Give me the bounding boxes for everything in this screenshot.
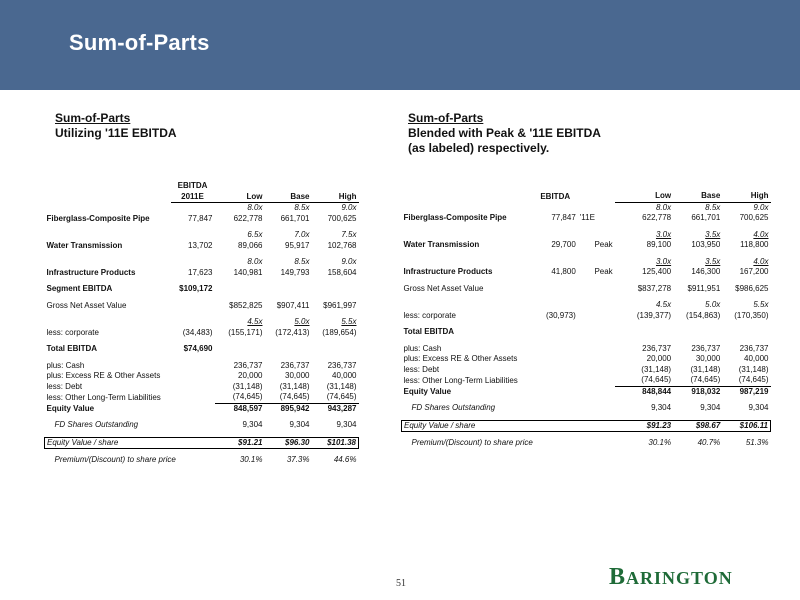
left-heading-title: Sum-of-Parts xyxy=(55,111,131,125)
header-row xyxy=(45,192,359,203)
value-cell: (31,148) xyxy=(690,364,721,374)
value-cell: 40,000 xyxy=(744,354,769,364)
multiple-cell: 5.5x xyxy=(753,300,769,310)
value-cell: 30.1% xyxy=(648,438,672,448)
multiple-cell: 3.0x xyxy=(655,256,672,266)
row-label: Infrastructure Products xyxy=(46,267,136,277)
left-sop-table xyxy=(44,181,359,466)
value-cell: 848,844 xyxy=(642,386,672,396)
segment-ebitda-row xyxy=(45,284,359,295)
multiple-cell: 5.0x xyxy=(294,317,310,327)
value-cell: 40,000 xyxy=(332,371,357,381)
premium-row xyxy=(402,438,771,449)
fd-shares-row xyxy=(45,420,359,431)
segment-row xyxy=(402,213,771,224)
value-cell: 95,917 xyxy=(285,240,310,250)
excess-re-row xyxy=(45,371,359,382)
row-label: Segment EBITDA xyxy=(46,284,113,294)
value-cell: (172,413) xyxy=(275,327,310,337)
col-base-header: Base xyxy=(265,192,312,203)
right-heading-subtitle: Blended with Peak & '11E EBITDA xyxy=(408,126,601,140)
value-cell: 9,304 xyxy=(289,420,310,430)
gross-nav-row xyxy=(402,284,771,295)
row-label: Gross Net Asset Value xyxy=(403,283,484,293)
multiple-cell: 7.5x xyxy=(341,230,357,240)
value-cell: 9,304 xyxy=(748,403,769,413)
value-cell: 89,100 xyxy=(646,240,672,250)
value-cell: 622,778 xyxy=(642,213,672,223)
value-cell: 661,701 xyxy=(280,213,310,223)
page-title: Sum-of-Parts xyxy=(69,30,210,55)
row-label: Equity Value xyxy=(46,403,95,413)
value-cell: 20,000 xyxy=(238,371,263,381)
ebitda-basis-tag: Peak xyxy=(594,267,613,277)
multiple-row xyxy=(45,230,359,241)
value-cell: 146,300 xyxy=(691,267,721,277)
value-cell: $911,951 xyxy=(687,283,721,293)
ebitda-basis-tag: '11E xyxy=(579,213,595,223)
multiple-row xyxy=(402,300,771,311)
ltl-row xyxy=(45,392,359,403)
row-label: Infrastructure Products xyxy=(403,267,493,277)
value-cell: 102,768 xyxy=(327,240,357,250)
value-cell: (74,645) xyxy=(722,375,770,386)
col-low-header: Low xyxy=(215,192,265,203)
multiple-cell: 4.0x xyxy=(753,256,769,266)
total-ebitda-row xyxy=(45,344,359,355)
value-cell: 44.6% xyxy=(333,455,357,465)
value-cell: 895,942 xyxy=(280,403,310,413)
segment-row xyxy=(45,214,359,225)
right-section-heading xyxy=(408,111,601,156)
multiple-cell: 3.0x xyxy=(655,229,672,239)
col-base-header: Base xyxy=(673,191,722,202)
multiple-row xyxy=(402,202,771,213)
row-label: plus: Excess RE & Other Assets xyxy=(403,354,518,364)
row-label: Fiberglass-Composite Pipe xyxy=(46,213,150,223)
value-cell: (31,148) xyxy=(738,364,769,374)
value-cell: $91.23 xyxy=(615,420,673,432)
multiple-cell: 3.5x xyxy=(705,256,721,266)
value-cell: 149,793 xyxy=(280,267,310,277)
value-cell: 37.3% xyxy=(286,455,310,465)
multiple-row xyxy=(402,230,771,241)
right-heading-title: Sum-of-Parts xyxy=(408,111,484,125)
value-cell: 167,200 xyxy=(739,267,769,277)
value-cell: 9,304 xyxy=(336,420,357,430)
col-low-header: Low xyxy=(615,191,673,202)
value-cell: 987,219 xyxy=(739,386,769,396)
equity-per-share-row xyxy=(45,437,359,449)
multiple-cell: 8.0x xyxy=(247,203,263,213)
ebitda-cell: 41,800 xyxy=(551,267,576,277)
gross-nav-row xyxy=(45,301,359,312)
multiple-cell: 4.5x xyxy=(247,317,263,327)
fd-shares-row xyxy=(402,403,771,414)
multiple-cell: 8.5x xyxy=(705,202,721,212)
value-cell: (74,645) xyxy=(265,392,312,403)
col-ebitda-header: EBITDA xyxy=(177,181,208,191)
value-cell: 40.7% xyxy=(697,438,721,448)
value-cell: 236,737 xyxy=(280,360,310,370)
value-cell: 125,400 xyxy=(642,267,672,277)
col-ebitda-header: EBITDA xyxy=(540,191,571,201)
value-cell: 848,597 xyxy=(233,403,263,413)
right-heading-note: (as labeled) respectively. xyxy=(408,141,550,155)
row-label: plus: Cash xyxy=(403,343,442,353)
cash-row xyxy=(402,344,771,355)
segment-row xyxy=(45,241,359,252)
ebitda-basis-tag: Peak xyxy=(594,240,613,250)
header-row xyxy=(402,191,771,202)
debt-row xyxy=(45,382,359,393)
value-cell: (31,148) xyxy=(279,381,310,391)
value-cell: $852,825 xyxy=(229,300,263,310)
value-cell: 236,737 xyxy=(642,343,672,353)
segment-row xyxy=(402,267,771,278)
value-cell: (139,377) xyxy=(636,310,672,320)
value-cell: $96.30 xyxy=(265,437,312,449)
value-cell: (31,148) xyxy=(326,381,357,391)
value-cell: (189,654) xyxy=(322,327,357,337)
value-cell: 943,287 xyxy=(327,403,357,413)
value-cell: 236,737 xyxy=(327,360,357,370)
value-cell: 9,304 xyxy=(242,420,263,430)
multiple-row xyxy=(45,257,359,268)
value-cell: $101.38 xyxy=(312,437,359,449)
value-cell: 103,950 xyxy=(691,240,721,250)
value-cell: 622,778 xyxy=(233,213,263,223)
barington-logo xyxy=(609,564,733,591)
multiple-row xyxy=(45,317,359,328)
title-banner xyxy=(0,0,800,90)
multiple-cell: 8.5x xyxy=(294,203,310,213)
row-label: FD Shares Outstanding xyxy=(411,403,496,413)
value-cell: 236,737 xyxy=(691,343,721,353)
ebitda-cell: $109,172 xyxy=(179,284,213,294)
ltl-row xyxy=(402,375,771,386)
value-cell: (154,863) xyxy=(686,310,721,320)
equity-value-row xyxy=(402,386,771,397)
equity-per-share-row xyxy=(402,420,771,432)
ebitda-cell: $74,690 xyxy=(183,344,213,354)
logo-initial: B xyxy=(609,564,627,590)
segment-row xyxy=(45,268,359,279)
row-label: Equity Value / share xyxy=(402,420,533,432)
col-high-header: High xyxy=(312,192,359,203)
value-cell: 9,304 xyxy=(651,403,672,413)
row-label: Total EBITDA xyxy=(46,344,98,354)
row-label: less: corporate xyxy=(403,310,456,320)
row-label: Equity Value / share xyxy=(45,437,171,449)
row-label: Gross Net Asset Value xyxy=(46,300,127,310)
multiple-cell: 4.0x xyxy=(753,229,769,239)
multiple-cell: 4.5x xyxy=(655,300,672,310)
header-row xyxy=(45,181,359,192)
row-label: Total EBITDA xyxy=(403,327,455,337)
segment-row xyxy=(402,240,771,251)
row-label: less: Debt xyxy=(46,381,83,391)
value-cell: $907,411 xyxy=(276,300,310,310)
value-cell: 30,000 xyxy=(285,371,310,381)
value-cell: 9,304 xyxy=(700,403,721,413)
row-label: less: Other Long-Term Liabilities xyxy=(46,392,161,402)
corporate-row xyxy=(45,328,359,339)
logo-rest: ARINGTON xyxy=(626,568,733,588)
value-cell: $106.11 xyxy=(722,420,770,432)
total-ebitda-row xyxy=(402,327,771,338)
value-cell: 700,625 xyxy=(739,213,769,223)
col-ebitda-year: 2011E xyxy=(171,192,215,203)
multiple-cell: 8.5x xyxy=(294,257,310,267)
multiple-cell: 6.5x xyxy=(247,230,263,240)
corporate-row xyxy=(402,311,771,322)
value-cell: $986,625 xyxy=(735,283,769,293)
excess-re-row xyxy=(402,354,771,365)
value-cell: $837,278 xyxy=(637,283,672,293)
row-label: Fiberglass-Composite Pipe xyxy=(403,213,507,223)
row-label: FD Shares Outstanding xyxy=(54,420,139,430)
ebitda-cell: 77,847 xyxy=(551,213,576,223)
value-cell: (31,148) xyxy=(232,381,263,391)
value-cell: 918,032 xyxy=(691,386,721,396)
equity-value-row xyxy=(45,403,359,414)
value-cell: (155,171) xyxy=(228,327,263,337)
multiple-cell: 5.5x xyxy=(341,317,357,327)
value-cell: $91.21 xyxy=(215,437,265,449)
ebitda-cell: (30,973) xyxy=(545,310,576,320)
value-cell: 20,000 xyxy=(646,354,672,364)
page-number: 51 xyxy=(396,578,406,589)
value-cell: 30.1% xyxy=(239,455,263,465)
row-label: less: Other Long-Term Liabilities xyxy=(403,375,518,385)
value-cell: 89,066 xyxy=(238,240,263,250)
value-cell: (74,645) xyxy=(615,375,673,386)
value-cell: (31,148) xyxy=(641,364,672,374)
value-cell: 700,625 xyxy=(327,213,357,223)
col-high-header: High xyxy=(722,191,770,202)
value-cell: 661,701 xyxy=(691,213,721,223)
row-label: less: corporate xyxy=(46,327,99,337)
multiple-cell: 9.0x xyxy=(341,203,357,213)
value-cell: (170,350) xyxy=(734,310,769,320)
ebitda-cell: (34,483) xyxy=(182,327,213,337)
left-heading-subtitle: Utilizing '11E EBITDA xyxy=(55,126,177,140)
ebitda-cell: 17,623 xyxy=(188,267,213,277)
value-cell: 30,000 xyxy=(695,354,721,364)
ebitda-cell: 29,700 xyxy=(551,240,576,250)
left-section-heading xyxy=(55,111,177,141)
cash-row xyxy=(45,361,359,372)
value-cell: $98.67 xyxy=(673,420,722,432)
multiple-cell: 9.0x xyxy=(753,202,769,212)
value-cell: 236,737 xyxy=(739,343,769,353)
value-cell: 118,800 xyxy=(740,240,769,250)
row-label: Water Transmission xyxy=(46,240,123,250)
multiple-cell: 9.0x xyxy=(341,257,357,267)
ebitda-cell: 13,702 xyxy=(188,240,213,250)
value-cell: $961,997 xyxy=(323,300,357,310)
multiple-cell: 5.0x xyxy=(705,300,721,310)
row-label: Premium/(Discount) to share price xyxy=(411,438,533,448)
debt-row xyxy=(402,365,771,376)
row-label: Water Transmission xyxy=(403,240,480,250)
ebitda-cell: 77,847 xyxy=(188,213,213,223)
multiple-row xyxy=(45,203,359,214)
multiple-cell: 8.0x xyxy=(655,202,672,212)
premium-row xyxy=(45,455,359,466)
value-cell: (74,645) xyxy=(215,392,265,403)
row-label: plus: Excess RE & Other Assets xyxy=(46,371,161,381)
value-cell: 158,604 xyxy=(327,267,357,277)
row-label: Equity Value xyxy=(403,386,452,396)
multiple-cell: 3.5x xyxy=(705,229,721,239)
value-cell: (74,645) xyxy=(673,375,722,386)
multiple-row xyxy=(402,257,771,268)
right-sop-table xyxy=(401,191,771,449)
row-label: less: Debt xyxy=(403,364,440,374)
value-cell: 236,737 xyxy=(233,360,263,370)
value-cell: 140,981 xyxy=(233,267,263,277)
value-cell: (74,645) xyxy=(312,392,359,403)
multiple-cell: 7.0x xyxy=(294,230,310,240)
value-cell: 51.3% xyxy=(745,438,769,448)
row-label: plus: Cash xyxy=(46,360,85,370)
multiple-cell: 8.0x xyxy=(247,257,263,267)
row-label: Premium/(Discount) to share price xyxy=(54,455,176,465)
